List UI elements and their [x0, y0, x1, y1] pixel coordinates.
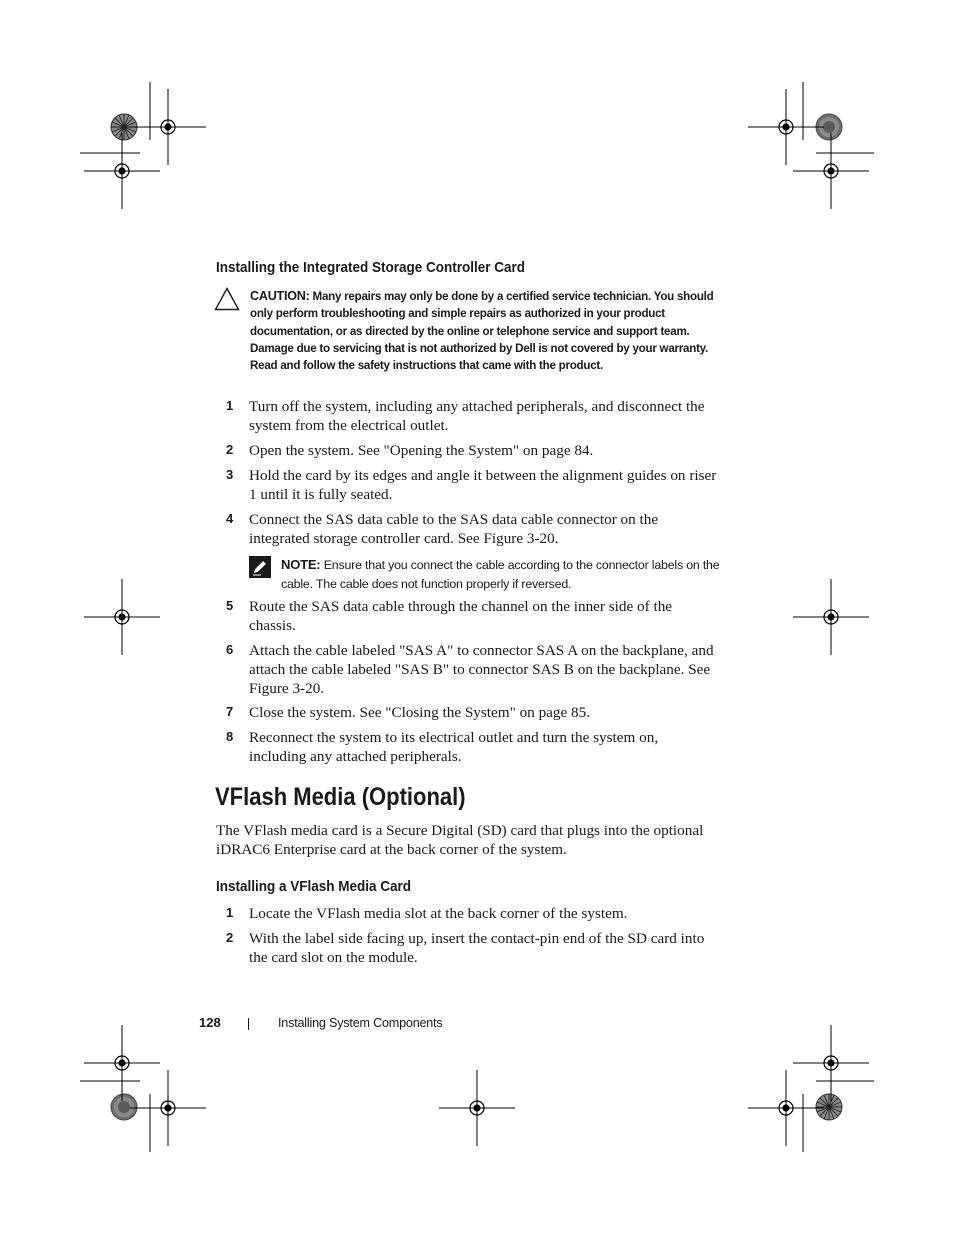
chapter-title: Installing System Components — [278, 1016, 443, 1030]
step-text: Locate the VFlash media slot at the back corner of the system. — [249, 905, 628, 922]
step-number: 1 — [226, 398, 234, 413]
step-number: 8 — [226, 729, 234, 744]
step-number: 6 — [226, 642, 234, 657]
caution-body: Many repairs may only be done by a certified service technician. You should only perform troubleshooting and simple repairs as authorized in your product documentation, or as directed by the online or telephone service and support team. Damage due to servicing that is not authorized by Dell is not covered by your warranty. Read and follow the safety instructions that came with the product. — [250, 290, 714, 373]
step-number: 4 — [226, 511, 234, 526]
step-text: With the label side facing up, insert the contact-pin end of the SD card into the card slot on the module. — [249, 930, 705, 966]
step-text: Open the system. See "Opening the System" on page 84. — [249, 442, 594, 459]
note-label: NOTE: — [281, 557, 321, 572]
step-text: Route the SAS data cable through the channel on the inner side of the chassis. — [249, 598, 673, 634]
pencil-note-icon — [249, 556, 271, 578]
step-number: 5 — [226, 598, 234, 613]
section-heading: Installing the Integrated Storage Controller Card — [216, 259, 526, 276]
note-text — [281, 556, 721, 593]
step-number: 3 — [226, 467, 234, 482]
step-number: 1 — [226, 905, 234, 920]
step-text: Turn off the system, including any attached peripherals, and disconnect the system from the electrical outlet. — [249, 398, 705, 434]
step-text: Attach the cable labeled "SAS A" to connector SAS A on the backplane, and attach the cable labeled "SAS B" to connector SAS B on the backplane. See Figure 3-20. — [249, 642, 714, 697]
vflash-subheading: Installing a VFlash Media Card — [216, 878, 412, 895]
page-number: 128 — [199, 1015, 221, 1030]
caution-triangle-icon — [214, 287, 240, 311]
note-body: Ensure that you connect the cable according to the connector labels on the cable. The cable does not function properly if reversed. — [281, 558, 720, 591]
caution-label: CAUTION: — [250, 289, 310, 303]
step-number: 7 — [226, 704, 234, 719]
step-text: Hold the card by its edges and angle it between the alignment guides on riser 1 until it is fully seated. — [249, 467, 717, 503]
vflash-heading: VFlash Media (Optional) — [215, 783, 466, 811]
caution-text — [250, 288, 720, 374]
step-text: Close the system. See "Closing the System" on page 85. — [249, 704, 591, 721]
step-text: Connect the SAS data cable to the SAS data cable connector on the integrated storage controller card. See Figure 3-20. — [249, 511, 659, 547]
step-number: 2 — [226, 442, 234, 457]
footer-divider — [248, 1018, 249, 1030]
step-text: Reconnect the system to its electrical outlet and turn the system on, including any attached peripherals. — [249, 729, 659, 765]
vflash-paragraph: The VFlash media card is a Secure Digital (SD) card that plugs into the optional iDRAC6 Enterprise card at the back corner of the system. — [216, 822, 704, 858]
step-number: 2 — [226, 930, 234, 945]
